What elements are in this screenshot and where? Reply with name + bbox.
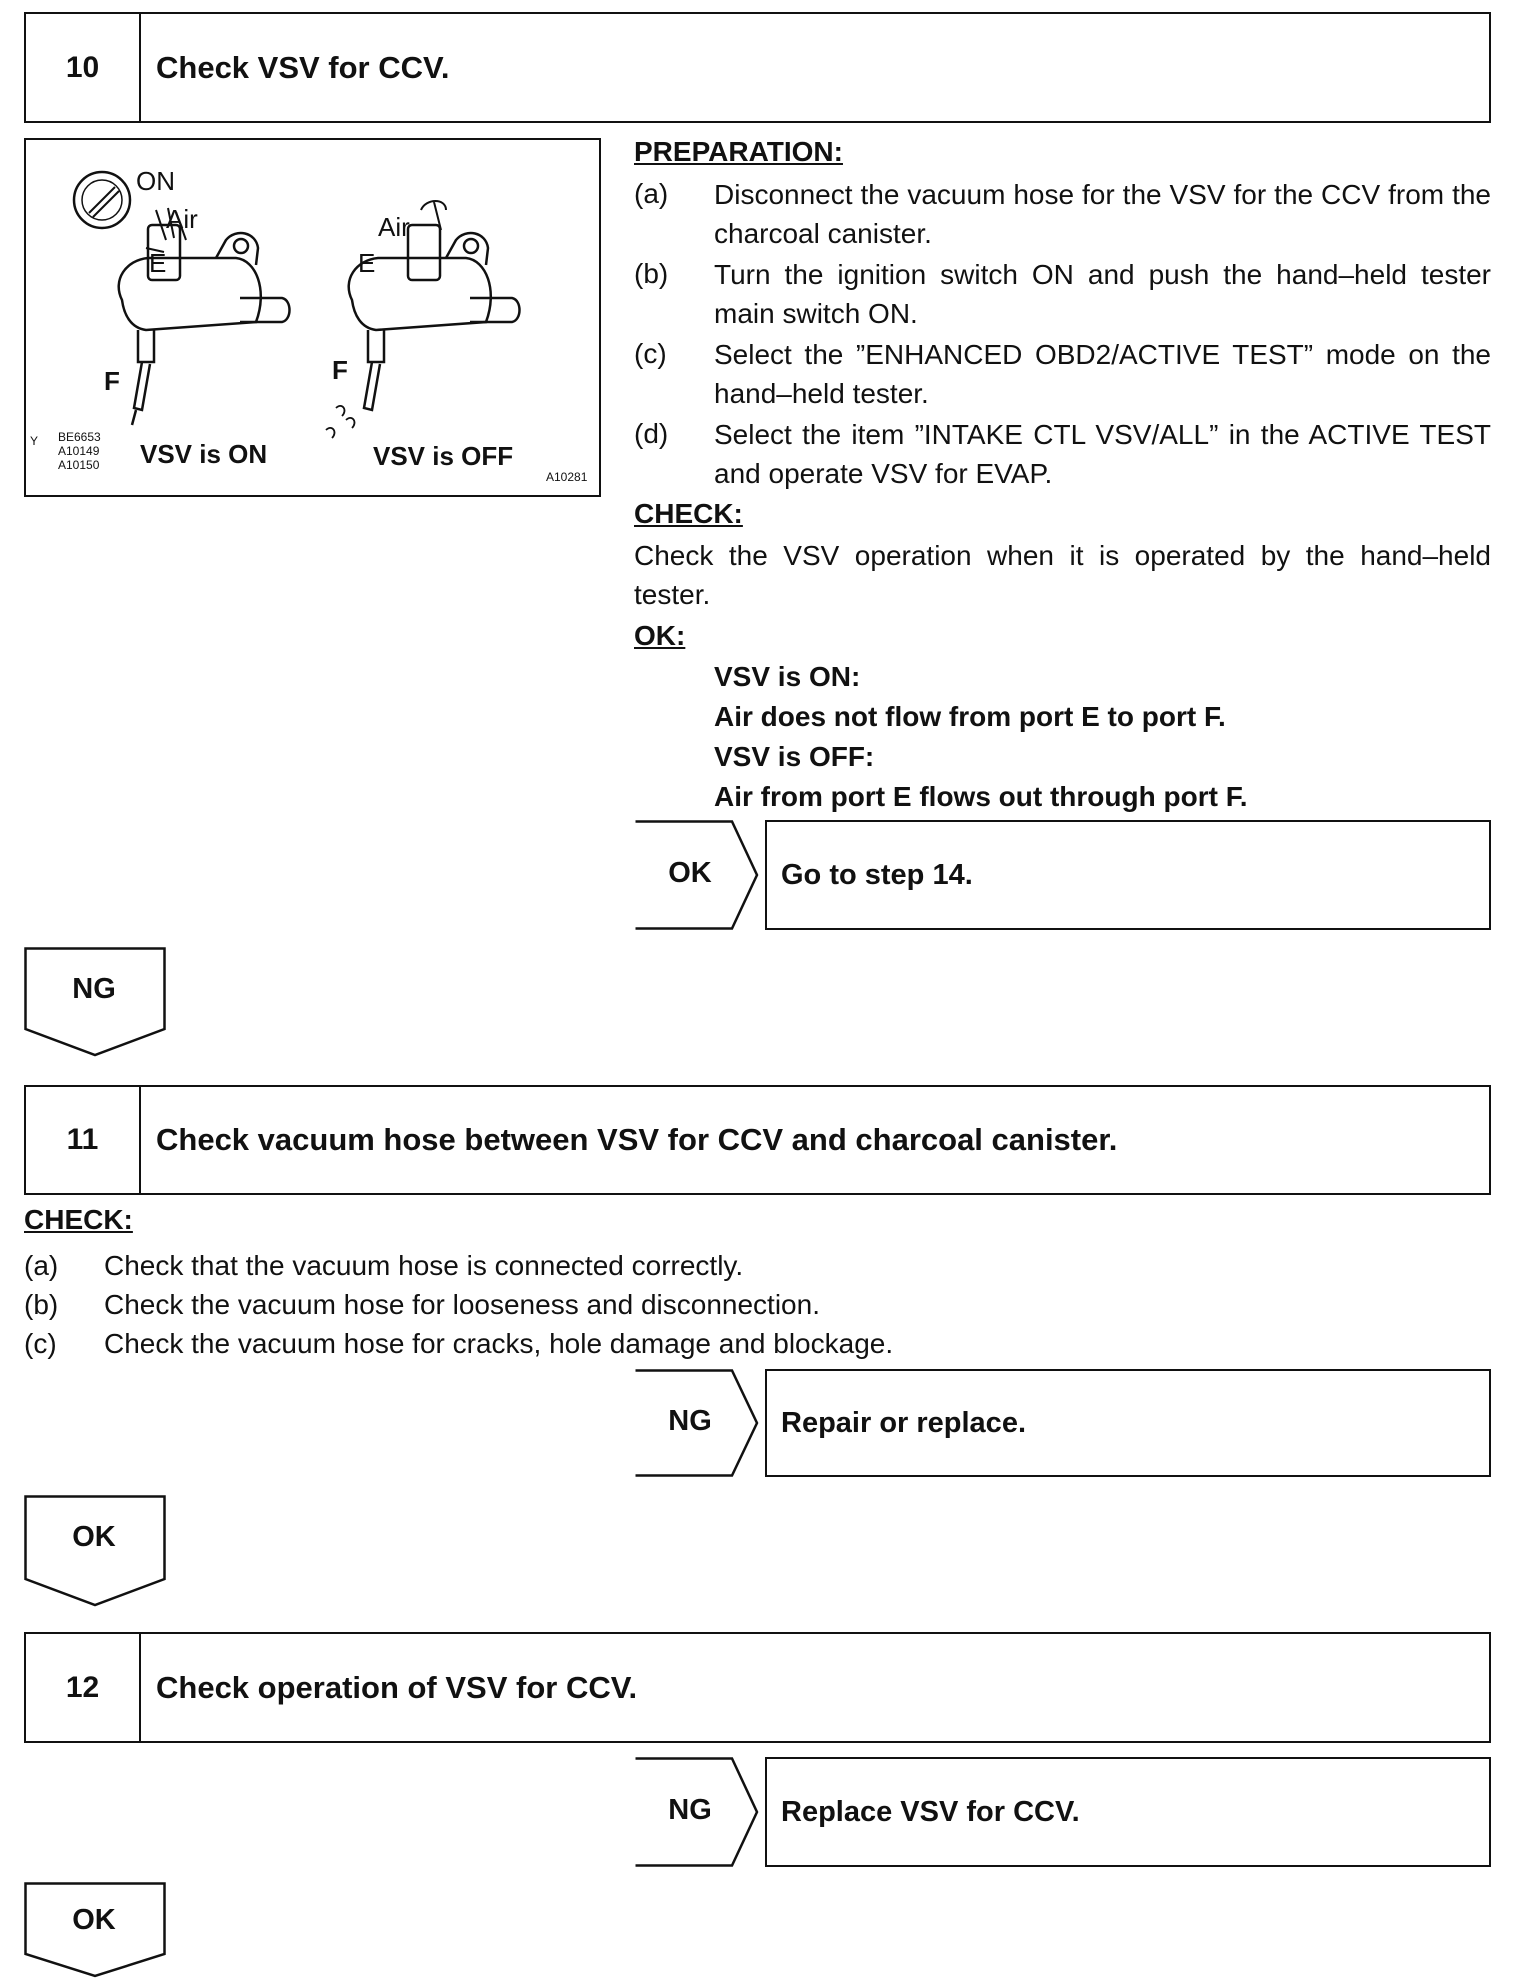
step-number: 12 <box>26 1634 141 1741</box>
ok-result-box-10: Go to step 14. <box>765 820 1491 930</box>
prep-label-d: (d) <box>634 418 669 449</box>
check-text-c: Check the vacuum hose for cracks, hole damage and blockage. <box>104 1328 894 1359</box>
ref-code-1: BE6653 <box>58 430 101 444</box>
step-number: 10 <box>26 14 141 121</box>
caption-vsv-off: VSV is OFF <box>373 441 514 471</box>
check-text-b: Check the vacuum hose for looseness and disconnection. <box>104 1289 820 1320</box>
ok-down-tag-12 <box>24 1882 166 1978</box>
prep-label-b: (b) <box>634 258 669 289</box>
ok-arrow-tag-10 <box>634 820 759 930</box>
on-label: ON <box>136 166 175 196</box>
ok-tag-label: OK <box>72 1521 116 1553</box>
ok-line-3: VSV is OFF: <box>714 741 875 772</box>
ref-y: Y <box>30 434 39 448</box>
ok-tag-label: OK <box>72 1904 116 1936</box>
ng-tag-label: NG <box>668 1794 712 1826</box>
prep-text-a: Disconnect the vacuum hose for the VSV for the CCV from the charcoal canister. <box>714 179 1491 249</box>
prep-text-d: Select the item ”INTAKE CTL VSV/ALL” in the ACTIVE TEST and operate VSV for EVAP. <box>714 419 1491 489</box>
step-10-header <box>24 12 1491 123</box>
step-title: Check vacuum hose between VSV for CCV and charcoal canister. <box>156 1122 1118 1157</box>
ng-down-tag-10 <box>24 947 166 1057</box>
check-text-10: Check the VSV operation when it is operated by the hand–held tester. <box>634 540 1491 610</box>
prep-label-a: (a) <box>634 178 669 209</box>
step-title: Check VSV for CCV. <box>156 49 450 85</box>
vsv-on-drawing <box>119 208 290 425</box>
ignition-switch-icon <box>74 172 130 228</box>
ng-arrow-tag-12 <box>634 1757 759 1867</box>
ok-down-tag-11 <box>24 1495 166 1607</box>
ng-arrow-tag-11 <box>634 1369 759 1477</box>
step-11-header <box>24 1085 1491 1195</box>
check-header-10: CHECK: <box>634 498 743 529</box>
vsv-off-drawing <box>326 201 520 438</box>
ref-code-right: A10281 <box>546 470 588 484</box>
check-label-c: (c) <box>24 1328 57 1359</box>
ok-header: OK: <box>634 620 686 651</box>
port-e-label-right: E <box>358 248 376 278</box>
ok-line-1: VSV is ON: <box>714 661 861 692</box>
prep-label-c: (c) <box>634 338 667 369</box>
port-f-label-right: F <box>332 355 348 385</box>
vsv-figure <box>24 138 601 497</box>
check-header-11: CHECK: <box>24 1204 133 1235</box>
step-title: Check operation of VSV for CCV. <box>156 1669 638 1705</box>
step-number: 11 <box>26 1087 141 1193</box>
ref-code-2: A10149 <box>58 444 100 458</box>
check-label-b: (b) <box>24 1289 59 1320</box>
ok-tag-label: OK <box>668 857 712 889</box>
ok-line-2: Air does not flow from port E to port F. <box>714 701 1226 732</box>
prep-text-c: Select the ”ENHANCED OBD2/ACTIVE TEST” mode on the hand–held tester. <box>714 339 1491 409</box>
prep-text-b: Turn the ignition switch ON and push the hand–held tester main switch ON. <box>714 259 1491 329</box>
check-text-a: Check that the vacuum hose is connected correctly. <box>104 1250 744 1281</box>
air-label-right: Air <box>378 212 410 242</box>
ok-line-4: Air from port E flows out through port F. <box>714 781 1248 812</box>
ref-code-3: A10150 <box>58 458 100 472</box>
ng-result-box-11: Repair or replace. <box>765 1369 1491 1477</box>
port-e-label-left: E <box>149 248 167 278</box>
port-f-label-left: F <box>104 366 120 396</box>
ng-tag-label: NG <box>668 1405 712 1437</box>
check-label-a: (a) <box>24 1250 59 1281</box>
air-label-left: Air <box>166 204 198 234</box>
step-12-header <box>24 1632 1491 1743</box>
ng-result-box-12: Replace VSV for CCV. <box>765 1757 1491 1867</box>
preparation-header: PREPARATION: <box>634 136 843 167</box>
caption-vsv-on: VSV is ON <box>140 439 268 469</box>
ng-tag-label: NG <box>72 973 116 1005</box>
